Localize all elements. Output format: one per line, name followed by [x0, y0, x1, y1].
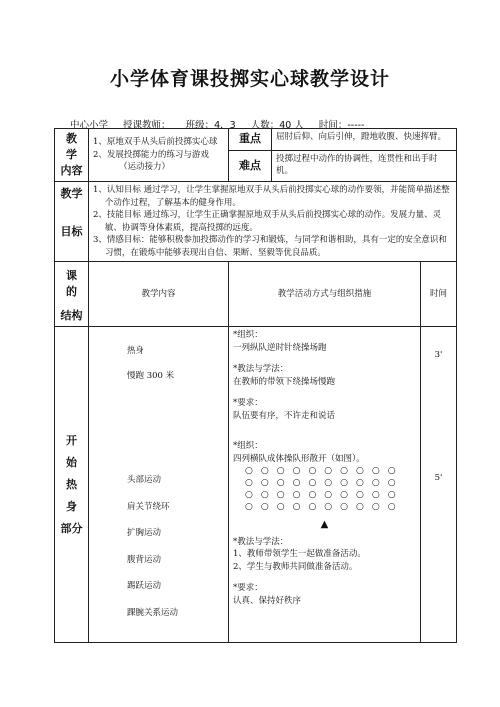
key-point-label: 重点 [229, 129, 272, 151]
warmup-item: 踝腕关系运动 [127, 607, 179, 618]
formation-diagram [233, 466, 416, 532]
warmup-item: 头部运动 [127, 475, 162, 485]
difficulty-text: 投掷过程中动作的协调性，连贯性和出手时机。 [272, 150, 457, 181]
warmup-item: 腹背运动 [127, 554, 162, 565]
teacher-position-icon: ▲ [320, 519, 329, 530]
col-header-activity: 教学活动方式与组织措施 [229, 262, 421, 327]
method-text: 2、学生与教师共同做准备活动。 [233, 561, 358, 572]
goals-row [55, 182, 457, 262]
time-value: 3' [434, 350, 443, 360]
formation-row: ○ ○ ○ ○ ○ ○ ○ ○ ○ ○ [245, 502, 396, 512]
label-structure: 课 的 结构 [55, 262, 89, 327]
label-warmup: 开 始 热 身 部分 [55, 327, 89, 643]
content-item: （运动接力） [119, 162, 171, 173]
warmup-item: 热身 [127, 346, 145, 356]
warmup-time [421, 327, 457, 643]
content-item: 1、原地双手从头后前投掷实心球 [93, 137, 218, 148]
teaching-content-list [89, 129, 229, 182]
col-header-time: 时间 [421, 262, 457, 327]
page-title: 小学体育课投掷实心球教学设计 [109, 68, 390, 90]
formation-row: ○ ○ ○ ○ ○ ○ ○ ○ ○ ○ [245, 490, 396, 500]
teacher-field: 授课教师： [123, 120, 171, 131]
warmup-item: 踢跃运动 [127, 581, 162, 591]
warmup-item: 肩关节绕环 [127, 501, 170, 512]
count-field: 人数：40 人 [250, 120, 304, 131]
goals-list [89, 182, 457, 262]
formation-text: 四列横队成体操队形散开（如图）。 [233, 453, 365, 464]
label-teaching-content: 教 学 内容 [55, 129, 89, 182]
goal-item: 2、技能目标 通过练习，让学生正确掌握原地双手从头后前投掷实心球的动作。发展力量、灵敏、协调等身体素质，提高投掷的远度。 [93, 210, 442, 233]
warmup-row [55, 327, 457, 643]
method-text: 1、教师带领学生一起做准备活动。 [233, 549, 366, 559]
warmup-activity: *组织： 一列纵队逆时针绕操场跑 *教法与学法： 在教师的带领下绕操场慢跑 *要求： 队伍要有序，不许走和说话 *组织： 四列横队成体操队形散开（如图）。 ○ ○ ○ ○ ○ ○ ○ ○ ○ ○ ○ ○ ○ ○ ○ ○ ○ ○ ○ ○ ○ ○ ○ ○ ○ ○ ○ ○ ○ ○ ○ ○ ○ ○ ○ ○ ○ ○ ○ ○ ▲ *教法与学法： 1、教师带领学生一起做准备活动。 2、学生与教师共同做准备活动。 *要求： 认真、保持好秩序 [229, 327, 421, 643]
school-name: 中心小学 [70, 120, 109, 131]
class-field: 班级：4．3 [185, 120, 236, 131]
time-value: 5' [434, 472, 443, 483]
lesson-table [54, 128, 457, 643]
time-field: 时间：----- [318, 120, 365, 131]
formation-row: ○ ○ ○ ○ ○ ○ ○ ○ ○ ○ [245, 478, 396, 488]
requirement-text: 队伍要有序，不许走和说话 [233, 410, 336, 421]
goal-item: 3、情感目标：能够积极参加投掷动作的学习和锻炼，与同学和谐相助，具有一定的安全意识和习惯，在锻炼中能够表现出自信、果断、坚毅等优良品质。 [93, 235, 447, 258]
key-point-text: 屈肘后仰、向后引伸，蹬地收腹、快速挥臂。 [272, 129, 457, 151]
warmup-item: 慢跑 300 米 [127, 370, 175, 381]
warmup-item: 扩胸运动 [127, 528, 162, 538]
warmup-content [89, 327, 229, 643]
formation-row: ○ ○ ○ ○ ○ ○ ○ ○ ○ ○ [245, 466, 396, 476]
org-text: 一列纵队逆时针绕操场跑 [233, 342, 327, 353]
requirement-text: 认真、保持好秩序 [233, 595, 302, 606]
content-item: 2、发展投掷能力的练习与游戏 [93, 149, 209, 160]
label-teaching-goals: 教学 目标 [55, 182, 89, 262]
structure-header-row [55, 262, 457, 327]
goal-item: 1、认知目标 通过学习，让学生掌握原地双手从头后前投掷实心球的动作要领，并能简单描述整个动作过程，了解基本的健身作用。 [93, 185, 450, 208]
content-row-key [55, 129, 457, 151]
difficulty-label: 难点 [229, 150, 272, 181]
col-header-content: 教学内容 [89, 262, 229, 327]
method-text: 在教师的带领下绕操场慢跑 [233, 376, 336, 387]
